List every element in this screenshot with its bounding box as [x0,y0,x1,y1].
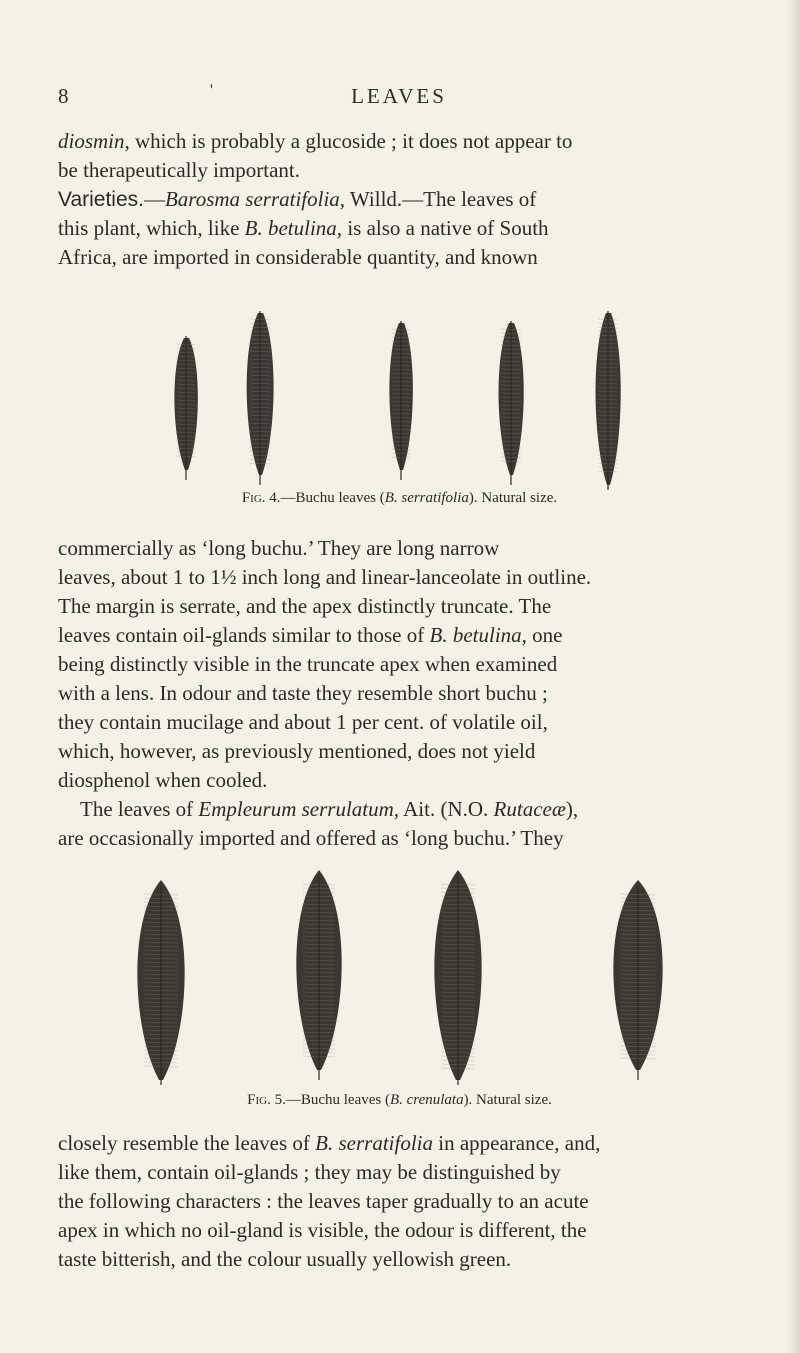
text-line: diosphenol when cooled. [58,768,268,792]
text-line: Africa, are imported in considerable quantity, and known [58,245,538,269]
text-line: like them, contain oil-glands ; they may be distinguished by [58,1160,561,1184]
text-line: taste bitterish, and the colour usually yellowish green. [58,1247,512,1271]
leaf-illustration [613,880,662,1080]
text-line: being distinctly visible in the truncate apex when examined [58,652,558,676]
leaf-illustration [499,321,524,485]
paragraph-1 [58,127,741,272]
page-header [58,84,740,114]
leaf-illustration [247,311,274,485]
print-mark: ' [210,82,213,99]
figure-5-illustration [58,850,741,1085]
page-edge-shadow [786,0,800,1353]
text-line: be therapeutically important. [58,158,300,182]
leaf-illustration [434,870,481,1085]
figure-4-caption: Fig. 4.—Buchu leaves (B. serratifolia). Natural size. [241,490,558,506]
text-line: diosmin, which is probably a glucoside ; it does not appear to [58,129,573,153]
text-line: are occasionally imported and offered as ‘long buchu.’ They [58,826,564,850]
text-line: they contain mucilage and about 1 per cent. of volatile oil, [58,710,548,734]
leaf-illustration [174,336,197,480]
text-line: which, however, as previously mentioned, does not yield [58,739,536,763]
text-line: leaves contain oil-glands similar to those of B. betulina, one [58,623,563,647]
text-line: commercially as ‘long buchu.’ They are long narrow [58,536,500,560]
text-line: leaves, about 1 to 1½ inch long and linear-lanceolate in outline. [58,565,592,589]
page-number: 8 [58,84,70,108]
figure-5 [58,850,741,1120]
leaf-illustration [137,880,184,1085]
leaf-illustration [389,321,412,480]
text-line: the following characters : the leaves taper gradually to an acute [58,1189,589,1213]
text-line: apex in which no oil-gland is visible, the odour is different, the [58,1218,587,1242]
running-title: LEAVES [351,84,447,108]
figure-4 [58,275,741,525]
figure-5-caption: Fig. 5.—Buchu leaves (B. crenulata). Natural size. [247,1092,552,1108]
paragraph-3 [58,1129,741,1274]
text-line: The margin is serrate, and the apex distinctly truncate. The [58,594,552,618]
figure-4-illustration [58,275,741,490]
text-line: closely resemble the leaves of B. serratifolia in appearance, and, [58,1131,601,1155]
text-line: The leaves of Empleurum serrulatum, Ait. (N.O. Rutaceæ), [80,797,579,821]
text-line: Varieties.—Barosma serratifolia, Willd.—The leaves of [58,187,537,211]
paragraph-2 [58,534,741,853]
text-line: this plant, which, like B. betulina, is also a native of South [58,216,549,240]
leaf-illustration [296,870,341,1080]
section-heading: Varieties. [58,188,144,211]
leaf-illustration [596,311,621,490]
text-line: with a lens. In odour and taste they resemble short buchu ; [58,681,548,705]
